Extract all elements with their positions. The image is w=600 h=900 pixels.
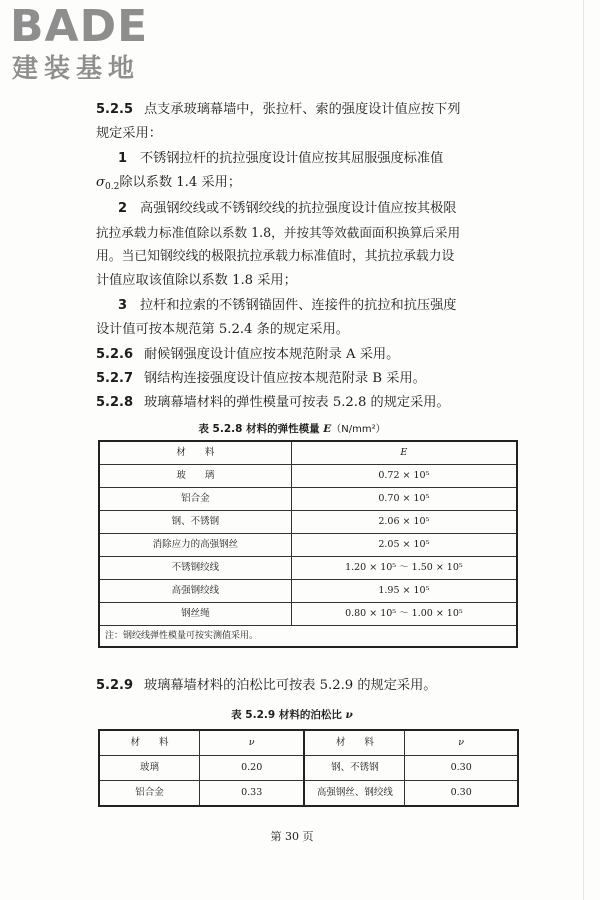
clause-number: 5.2.5 bbox=[96, 102, 134, 117]
value-cell: 2.05 × 10⁵ bbox=[291, 534, 517, 557]
item-1-line1 bbox=[118, 149, 443, 169]
header-cell: ν bbox=[405, 730, 518, 756]
clause-text: 玻璃幕墙材料的弹性模量可按表 5.2.8 的规定采用。 bbox=[144, 395, 450, 410]
material-cell: 高强钢绞线 bbox=[99, 580, 291, 603]
value-cell: 0.80 × 10⁵ ～ 1.00 × 10⁵ bbox=[291, 603, 517, 626]
logo-wordmark: BADE bbox=[10, 1, 149, 52]
table-row bbox=[99, 488, 517, 511]
table-5-2-8 bbox=[98, 440, 518, 648]
value-cell: 0.30 bbox=[405, 781, 518, 807]
item-text: 高强钢绞线或不锈钢绞线的抗拉强度设计值应按其极限 bbox=[140, 201, 457, 216]
item-3-line2: 设计值可按本规范第 5.2.4 条的规定采用。 bbox=[96, 322, 349, 337]
item-text: 拉杆和拉索的不锈钢锚固件、连接件的抗拉和抗压强度 bbox=[140, 298, 457, 313]
item-text: 除以系数 1.4 采用； bbox=[119, 175, 242, 190]
item-3-line1 bbox=[118, 296, 457, 316]
table-row bbox=[99, 534, 517, 557]
table-header-row bbox=[99, 441, 517, 465]
caption-text: 表 5.2.9 材料的泊松比 bbox=[231, 709, 346, 721]
value-cell: 0.72 × 10⁵ bbox=[291, 465, 517, 488]
material-cell: 钢、不锈钢 bbox=[99, 511, 291, 534]
item-2-line2: 抗拉承载力标准值除以系数 1.8，并按其等效截面面积换算后采用 bbox=[96, 225, 461, 240]
value-cell: 2.06 × 10⁵ bbox=[291, 511, 517, 534]
material-cell: 消除应力的高强钢丝 bbox=[99, 534, 291, 557]
clause-5-2-6 bbox=[96, 345, 399, 365]
clause-text: 点支承玻璃幕墙中，张拉杆、索的强度设计值应按下列 bbox=[144, 102, 461, 117]
value-cell: 0.30 bbox=[405, 756, 518, 781]
clause-5-2-5-line1 bbox=[96, 100, 461, 120]
item-number: 1 bbox=[118, 151, 128, 166]
page-edge-line bbox=[583, 0, 584, 900]
table-note-row bbox=[99, 626, 517, 648]
material-cell: 玻璃 bbox=[99, 756, 200, 781]
material-cell: 钢、不锈钢 bbox=[304, 756, 405, 781]
caption-symbol: E bbox=[323, 423, 332, 435]
header-cell: E bbox=[291, 441, 517, 465]
value-cell: 1.95 × 10⁵ bbox=[291, 580, 517, 603]
item-number: 3 bbox=[118, 298, 128, 313]
header-cell: 材 料 bbox=[99, 730, 200, 756]
sigma-subscript: 0.2 bbox=[105, 182, 120, 192]
clause-5-2-8 bbox=[96, 393, 450, 413]
header-cell: ν bbox=[200, 730, 305, 756]
caption-symbol: ν bbox=[345, 709, 353, 721]
item-number: 2 bbox=[118, 201, 128, 216]
sigma-symbol: σ bbox=[96, 175, 106, 190]
table-row bbox=[99, 580, 517, 603]
table-row bbox=[99, 603, 517, 626]
table-row bbox=[99, 557, 517, 580]
clause-number: 5.2.6 bbox=[96, 347, 134, 362]
material-cell: 钢丝绳 bbox=[99, 603, 291, 626]
material-cell: 高强钢丝、钢绞线 bbox=[304, 781, 405, 807]
clause-5-2-9 bbox=[96, 676, 437, 696]
table-row bbox=[99, 511, 517, 534]
item-text: 不锈钢拉杆的抗拉强度设计值应按其屈服强度标准值 bbox=[140, 151, 444, 166]
table-row bbox=[99, 465, 517, 488]
item-2-line1 bbox=[118, 199, 457, 219]
clause-5-2-7 bbox=[96, 369, 426, 389]
clause-number: 5.2.7 bbox=[96, 371, 134, 386]
header-cell: 材 料 bbox=[304, 730, 405, 756]
clause-text: 钢结构连接强度设计值应按本规范附录 B 采用。 bbox=[144, 371, 426, 386]
value-cell: 1.20 × 10⁵ ～ 1.50 × 10⁵ bbox=[291, 557, 517, 580]
table-5-2-8-caption bbox=[0, 420, 584, 436]
caption-text: 表 5.2.8 材料的弹性模量 bbox=[198, 423, 324, 435]
value-cell: 0.20 bbox=[200, 756, 305, 781]
table-5-2-9-caption bbox=[0, 707, 584, 722]
table-row bbox=[99, 781, 518, 807]
brand-logo bbox=[10, 2, 190, 92]
item-2-line4: 计值应取该值除以系数 1.8 采用； bbox=[96, 273, 297, 288]
clause-number: 5.2.9 bbox=[96, 678, 134, 693]
page-number: 第 30 页 bbox=[270, 830, 314, 843]
clause-text: 玻璃幕墙材料的泊松比可按表 5.2.9 的规定采用。 bbox=[144, 678, 437, 693]
value-cell: 0.70 × 10⁵ bbox=[291, 488, 517, 511]
material-cell: 铝合金 bbox=[99, 488, 291, 511]
header-cell: 材 料 bbox=[99, 441, 291, 465]
table-header-row bbox=[99, 730, 518, 756]
material-cell: 玻 璃 bbox=[99, 465, 291, 488]
clause-text: 耐候钢强度设计值应按本规范附录 A 采用。 bbox=[144, 347, 400, 362]
logo-subtitle: 建装基地 bbox=[12, 54, 141, 84]
clause-number: 5.2.8 bbox=[96, 395, 134, 410]
item-2-line3: 用。当已知钢绞线的极限抗拉承载力标准值时，其抗拉承载力设 bbox=[96, 249, 455, 264]
value-cell: 0.33 bbox=[200, 781, 305, 807]
caption-unit: （N/mm²） bbox=[331, 424, 386, 435]
material-cell: 不锈钢绞线 bbox=[99, 557, 291, 580]
table-row bbox=[99, 756, 518, 781]
table-5-2-9 bbox=[98, 729, 519, 807]
material-cell: 铝合金 bbox=[99, 781, 200, 807]
item-1-line2 bbox=[96, 173, 241, 197]
table-note: 注：钢绞线弹性模量可按实测值采用。 bbox=[99, 626, 517, 648]
clause-5-2-5-line2: 规定采用： bbox=[96, 126, 162, 141]
